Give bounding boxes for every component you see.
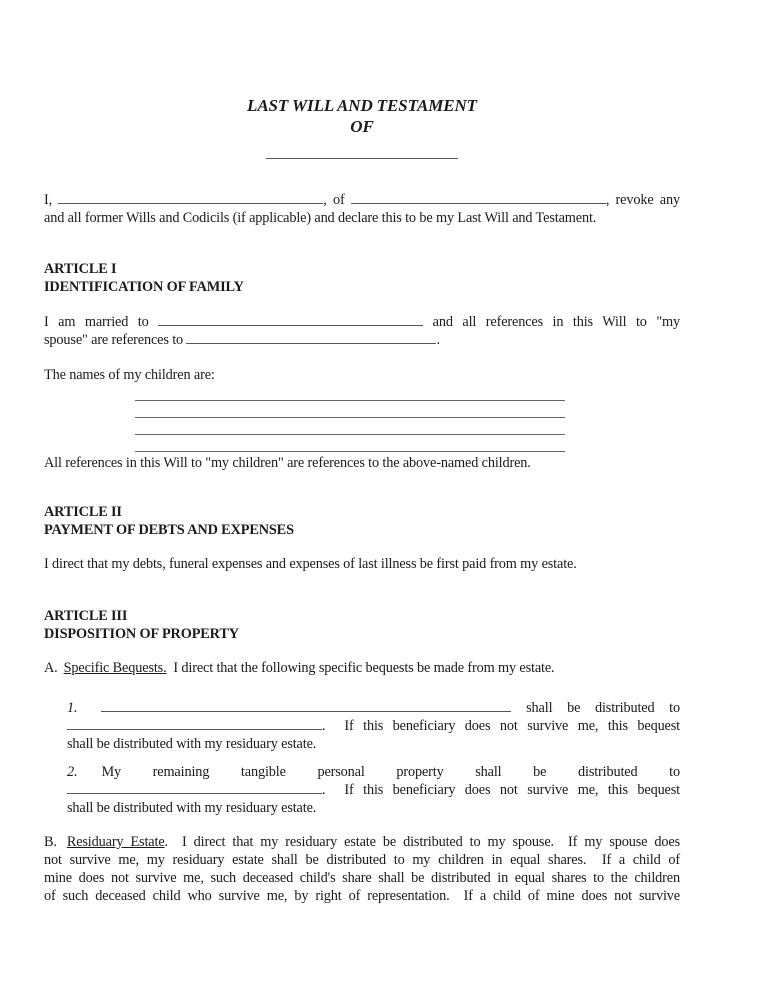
married-line-2 (44, 331, 680, 349)
bequest-2-text-1: My remaining tangible personal property shall be distributed to (101, 764, 680, 780)
residuary-line-2: not survive me, my residuary estate shall be distributed to my children in equal shares. If a child of (44, 852, 680, 868)
residuary-line-1 (44, 833, 680, 851)
bequest-2-beneficiary-blank (67, 781, 322, 794)
spouse-name-blank (158, 313, 423, 326)
article-2-heading: ARTICLE II (44, 504, 122, 520)
article-3-heading: ARTICLE III (44, 608, 128, 624)
spouse-reference-blank (186, 331, 436, 344)
bequest-1-beneficiary-blank (67, 717, 322, 730)
document-title-line1: LAST WILL AND TESTAMENT (247, 96, 477, 115)
bequest-item-1 (67, 699, 680, 753)
article-3-heading-block (44, 607, 680, 643)
residuary-estate-section (44, 833, 680, 905)
article-1-heading: ARTICLE I (44, 261, 117, 277)
section-b-label: B. (44, 834, 57, 850)
bequest-1-line-3: shall be distributed with my residuary estate. (67, 736, 317, 752)
specific-bequests-intro (44, 659, 680, 677)
bequest-1-line-2 (67, 717, 680, 735)
child-name-line-4 (135, 435, 565, 452)
section-a-text: I direct that the following specific bequests be made from my estate. (166, 660, 555, 676)
bequest-1-text-1: shall be distributed to (511, 700, 680, 716)
child-name-line-3 (135, 418, 565, 435)
children-name-lines (135, 384, 565, 452)
debts-paragraph: I direct that my debts, funeral expenses and expenses of last illness be first paid from my estate. (44, 556, 577, 572)
married-line-1 (44, 313, 680, 331)
testator-residence-blank (351, 191, 606, 204)
intro-line-1 (44, 191, 680, 209)
intro-line-2: and all former Wills and Codicils (if applicable) and declare this to be my Last Will and Testament. (44, 210, 597, 226)
bequest-1-description-blank (101, 699, 511, 712)
bequest-1-text-2: . If this beneficiary does not survive me, this bequest (322, 718, 680, 734)
married-text-2: and all references in this Will to "my (423, 314, 680, 330)
married-text-4: . (436, 332, 440, 348)
married-text-1: I am married to (44, 314, 159, 330)
article-3-subheading: DISPOSITION OF PROPERTY (44, 626, 239, 642)
bequest-1-number: 1. (67, 700, 78, 716)
section-b-title: Residuary Estate (66, 834, 165, 850)
bequest-1-line-1 (67, 699, 680, 717)
child-name-line-2 (135, 401, 565, 418)
article-2-subheading: PAYMENT OF DEBTS AND EXPENSES (44, 522, 294, 538)
residuary-line-4: of such deceased child who survive me, by right of representation. If a child of mine does not survive (44, 888, 680, 904)
child-name-line-1 (135, 384, 565, 401)
married-text-3: spouse" are references to (44, 332, 187, 348)
section-a-title: Specific Bequests. (63, 660, 167, 676)
residuary-line-3: mine does not survive me, such deceased child's share shall be distributed in equal shares to the children (44, 870, 680, 886)
article-2-heading-block (44, 503, 680, 539)
article-1-heading-block (44, 260, 680, 296)
children-intro: The names of my children are: (44, 367, 215, 383)
bequest-2-number: 2. (67, 764, 78, 780)
bequest-2-text-2: . If this beneficiary does not survive me, this bequest (322, 782, 680, 798)
intro-text-2: , of (323, 192, 351, 208)
document-title (44, 95, 680, 137)
bequest-2-line-3: shall be distributed with my residuary estate. (67, 800, 317, 816)
bequest-2-line-2 (67, 781, 680, 799)
children-note: All references in this Will to "my children" are references to the above-named children. (44, 455, 531, 471)
section-a-label: A. (44, 660, 58, 676)
intro-text-3: , revoke any (605, 192, 680, 208)
testator-name-blank (58, 191, 323, 204)
bequest-item-2 (67, 763, 680, 817)
residuary-text-1: . I direct that my residuary estate be distributed to my spouse. If my spouse does (164, 834, 681, 850)
document-title-line2: OF (350, 117, 374, 136)
article-1-subheading: IDENTIFICATION OF FAMILY (44, 279, 244, 295)
intro-text-1: I, (44, 192, 59, 208)
testator-name-title-blank (266, 158, 458, 159)
bequest-2-line-1 (67, 763, 680, 781)
